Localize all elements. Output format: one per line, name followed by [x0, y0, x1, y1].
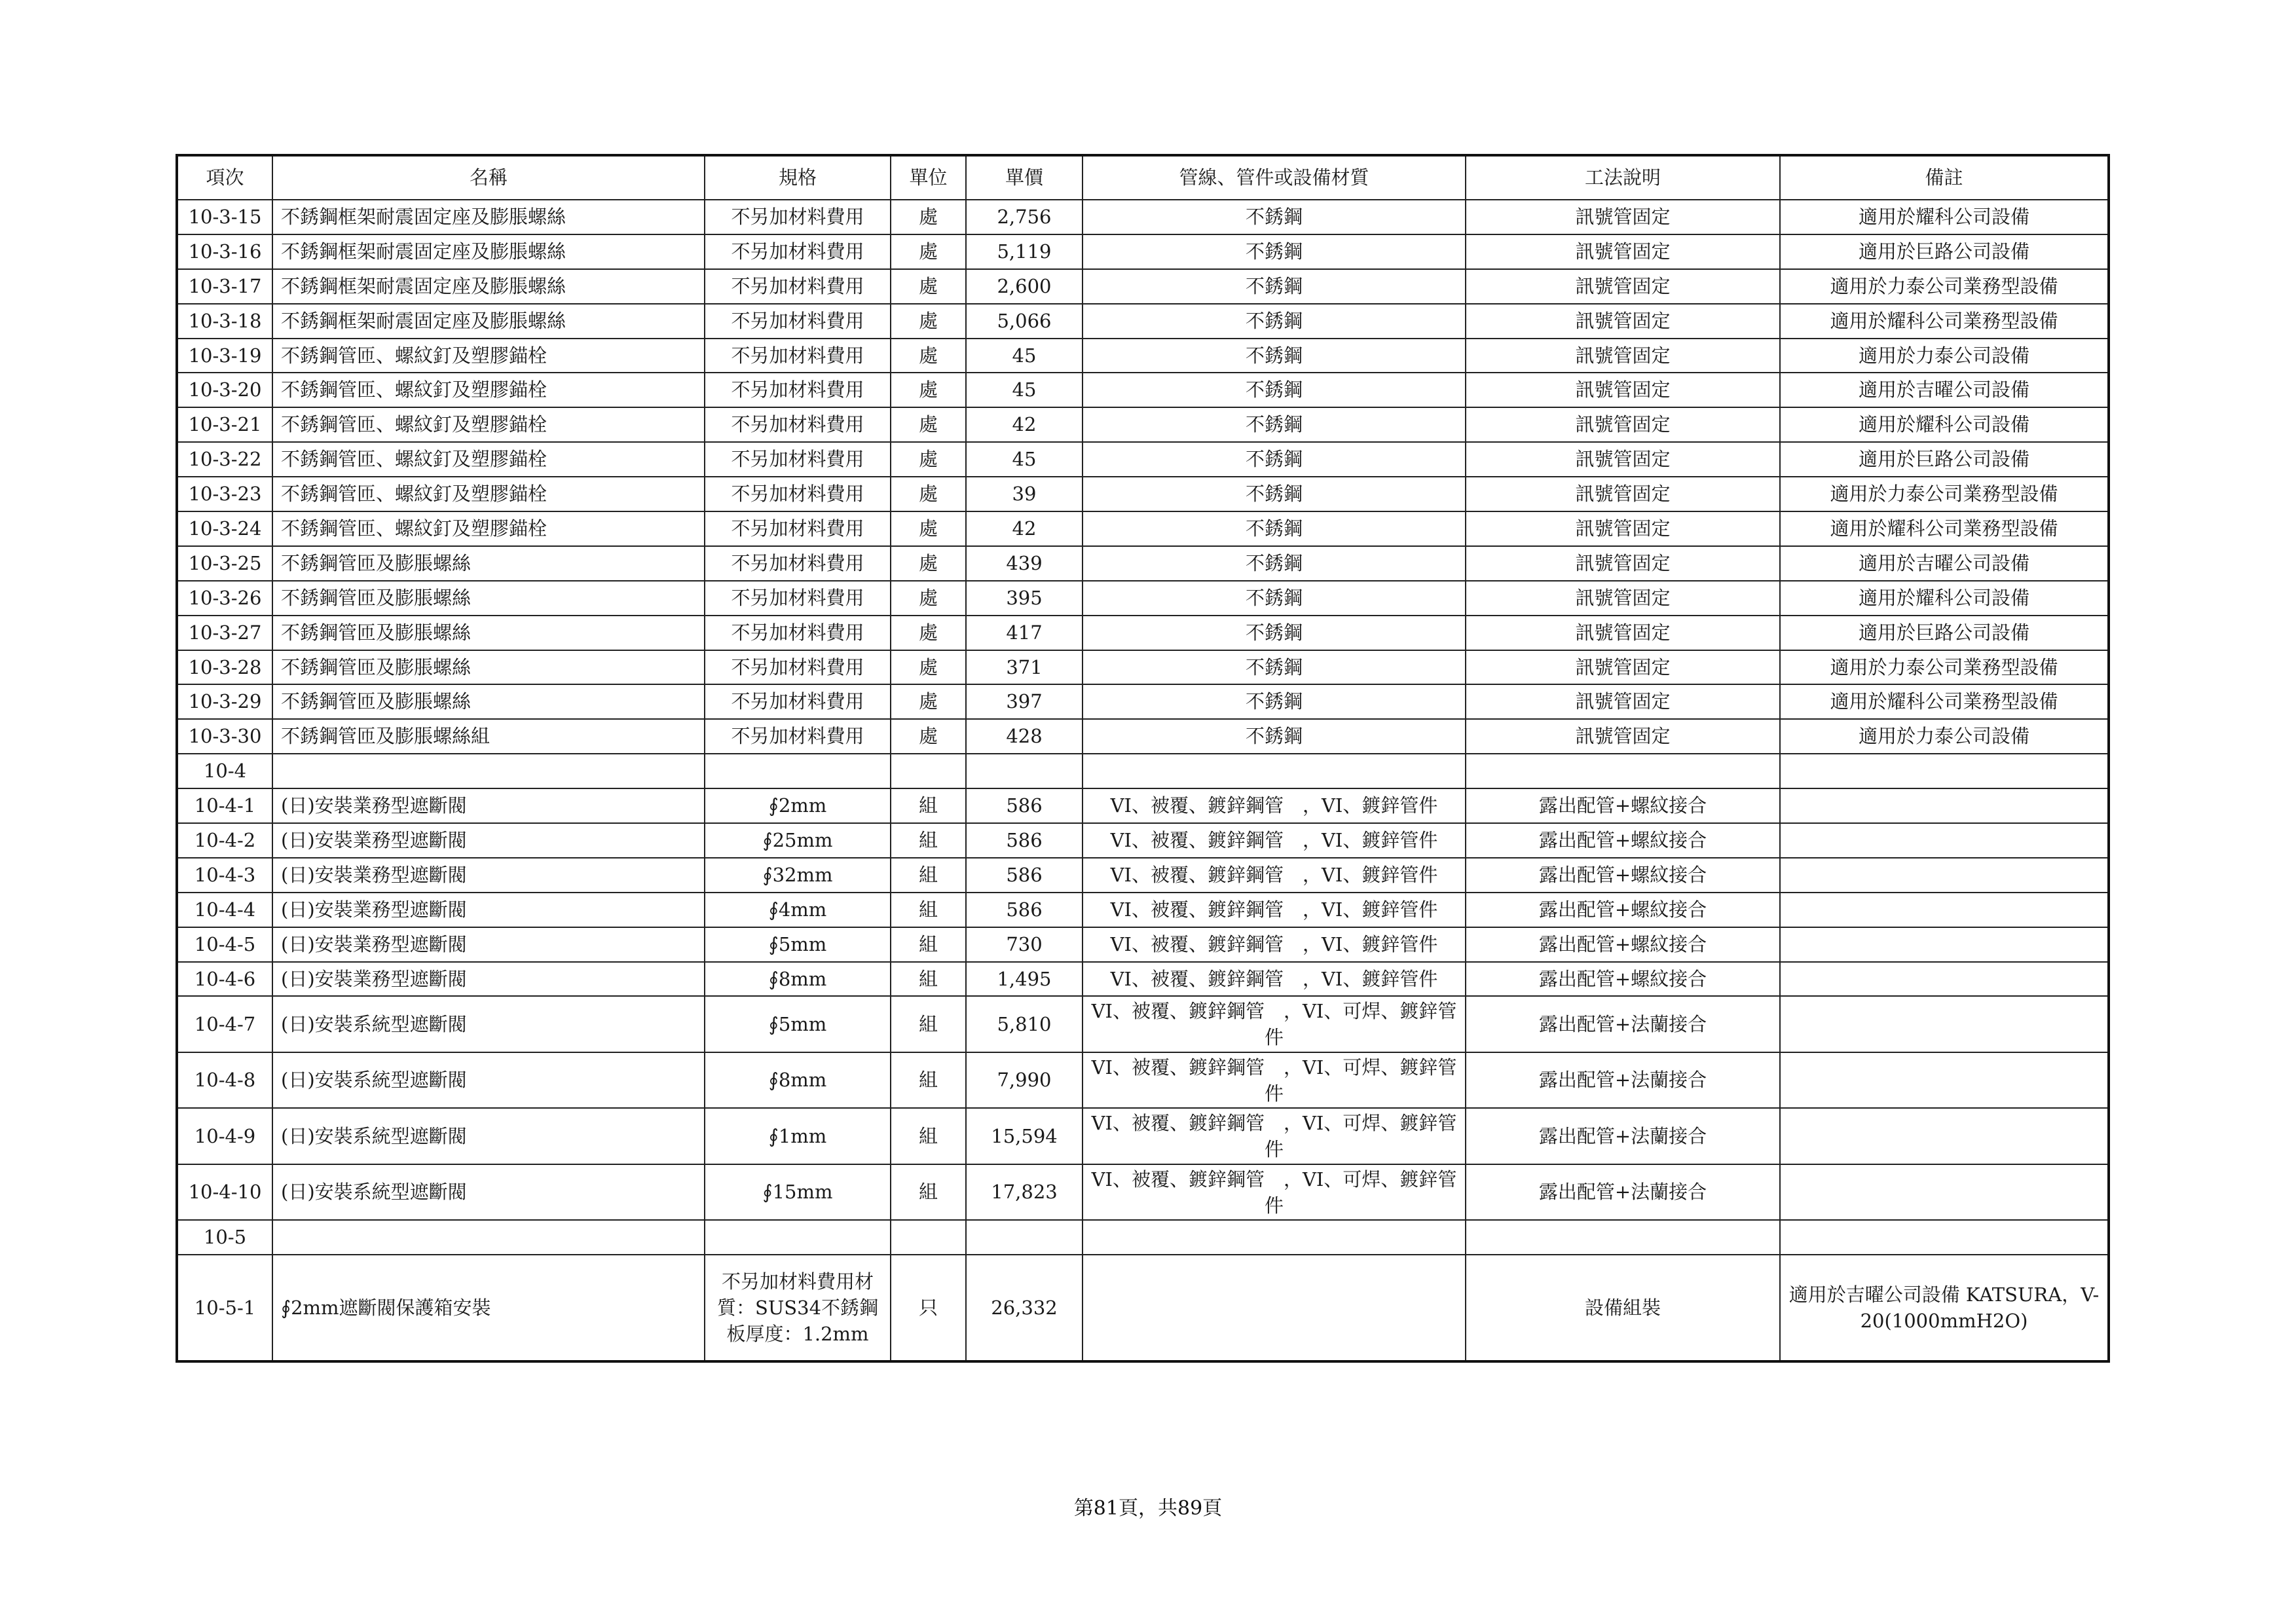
cell-unit-price: 371	[966, 650, 1083, 685]
cell-method: 露出配管+螺紋接合	[1466, 858, 1780, 893]
table-row	[177, 719, 2109, 754]
table-row	[177, 511, 2109, 546]
cell-unit: 組	[891, 788, 966, 823]
cell-item-no: 10-3-22	[177, 442, 272, 477]
cell-item-no: 10-3-28	[177, 650, 272, 685]
cell-item-no: 10-3-25	[177, 546, 272, 581]
cell-item-no: 10-4-10	[177, 1164, 272, 1221]
cell-unit: 組	[891, 1052, 966, 1109]
table-row	[177, 304, 2109, 339]
table-row	[177, 546, 2109, 581]
cell-name: (日)安裝業務型遮斷閥	[272, 927, 705, 962]
cell-spec: 不另加材料費用	[705, 546, 891, 581]
cell-unit: 處	[891, 407, 966, 442]
header-method: 工法說明	[1466, 155, 1780, 200]
table-header	[177, 155, 2109, 200]
cell-remarks: 適用於耀科公司設備	[1780, 407, 2109, 442]
cell-unit-price: 26,332	[966, 1255, 1083, 1361]
cell-item-no: 10-4-5	[177, 927, 272, 962]
header-spec: 規格	[705, 155, 891, 200]
cell-unit-price: 397	[966, 684, 1083, 719]
cell-material: 不銹鋼	[1083, 269, 1466, 304]
cell-unit-price: 730	[966, 927, 1083, 962]
cell-remarks	[1780, 1108, 2109, 1164]
cell-item-no: 10-3-16	[177, 234, 272, 269]
cell-spec: 不另加材料費用	[705, 269, 891, 304]
cell-unit: 組	[891, 823, 966, 858]
cell-material: VI、被覆、鍍鋅鋼管 ，VI、可焊、鍍鋅管件	[1083, 1052, 1466, 1109]
table-body	[177, 200, 2109, 1361]
cell-item-no: 10-4	[177, 754, 272, 788]
cell-method: 露出配管+螺紋接合	[1466, 893, 1780, 927]
cell-remarks: 適用於吉曜公司設備	[1780, 546, 2109, 581]
cell-material: 不銹鋼	[1083, 616, 1466, 650]
cell-item-no: 10-4-3	[177, 858, 272, 893]
cell-remarks: 適用於吉曜公司設備 KATSURA，V-20(1000mmH2O)	[1780, 1255, 2109, 1361]
cell-method: 訊號管固定	[1466, 407, 1780, 442]
cell-method: 訊號管固定	[1466, 511, 1780, 546]
cell-method: 訊號管固定	[1466, 200, 1780, 234]
cell-item-no: 10-4-1	[177, 788, 272, 823]
cell-method: 露出配管+法蘭接合	[1466, 996, 1780, 1052]
cell-unit-price: 439	[966, 546, 1083, 581]
cell-item-no: 10-5	[177, 1220, 272, 1255]
cell-name: 不銹鋼管匝及膨脹螺絲	[272, 581, 705, 616]
cell-unit-price: 5,810	[966, 996, 1083, 1052]
header-material: 管線、管件或設備材質	[1083, 155, 1466, 200]
cell-spec: 不另加材料費用	[705, 581, 891, 616]
cell-spec: 不另加材料費用	[705, 304, 891, 339]
cell-method	[1466, 1220, 1780, 1255]
cell-spec: ∮8mm	[705, 1052, 891, 1109]
cell-name: 不銹鋼管匝及膨脹螺絲	[272, 650, 705, 685]
cell-item-no: 10-3-18	[177, 304, 272, 339]
cell-remarks: 適用於力泰公司業務型設備	[1780, 650, 2109, 685]
cell-name: (日)安裝系統型遮斷閥	[272, 1164, 705, 1221]
cell-material: VI、被覆、鍍鋅鋼管 ，VI、鍍鋅管件	[1083, 962, 1466, 997]
cell-spec: 不另加材料費用	[705, 650, 891, 685]
table-row	[177, 339, 2109, 373]
cell-method: 訊號管固定	[1466, 373, 1780, 407]
cell-spec: 不另加材料費用	[705, 200, 891, 234]
cell-unit: 處	[891, 581, 966, 616]
cell-unit-price: 45	[966, 373, 1083, 407]
cell-method: 露出配管+法蘭接合	[1466, 1108, 1780, 1164]
cell-name: 不銹鋼管匝及膨脹螺絲	[272, 684, 705, 719]
cell-remarks	[1780, 1052, 2109, 1109]
cell-remarks: 適用於巨路公司設備	[1780, 616, 2109, 650]
table-row	[177, 927, 2109, 962]
cell-unit	[891, 1220, 966, 1255]
cell-name: (日)安裝業務型遮斷閥	[272, 858, 705, 893]
cell-name: (日)安裝業務型遮斷閥	[272, 962, 705, 997]
cell-remarks: 適用於耀科公司設備	[1780, 200, 2109, 234]
cell-unit: 組	[891, 858, 966, 893]
cell-material: 不銹鋼	[1083, 581, 1466, 616]
cell-method: 訊號管固定	[1466, 650, 1780, 685]
cell-unit: 組	[891, 927, 966, 962]
table-row	[177, 581, 2109, 616]
cell-unit: 組	[891, 996, 966, 1052]
cell-item-no: 10-3-26	[177, 581, 272, 616]
cell-name: 不銹鋼管匝、螺紋釘及塑膠錨栓	[272, 407, 705, 442]
cell-remarks: 適用於力泰公司設備	[1780, 719, 2109, 754]
cell-material: VI、被覆、鍍鋅鋼管 ，VI、鍍鋅管件	[1083, 893, 1466, 927]
cell-remarks: 適用於力泰公司業務型設備	[1780, 269, 2109, 304]
page-number: 第81頁，共89頁	[1073, 1497, 1223, 1520]
cell-unit-price: 1,495	[966, 962, 1083, 997]
cell-item-no: 10-3-24	[177, 511, 272, 546]
table-row	[177, 823, 2109, 858]
cell-name	[272, 1220, 705, 1255]
cell-item-no: 10-4-9	[177, 1108, 272, 1164]
cell-remarks: 適用於耀科公司業務型設備	[1780, 304, 2109, 339]
cell-spec: 不另加材料費用	[705, 719, 891, 754]
cell-unit: 處	[891, 650, 966, 685]
cell-unit-price: 586	[966, 788, 1083, 823]
cell-material: 不銹鋼	[1083, 339, 1466, 373]
cell-material: 不銹鋼	[1083, 684, 1466, 719]
cell-name: (日)安裝系統型遮斷閥	[272, 1052, 705, 1109]
cell-material: VI、被覆、鍍鋅鋼管 ，VI、鍍鋅管件	[1083, 858, 1466, 893]
cell-item-no: 10-3-17	[177, 269, 272, 304]
cell-name: (日)安裝業務型遮斷閥	[272, 788, 705, 823]
cell-material: 不銹鋼	[1083, 407, 1466, 442]
cell-unit-price: 15,594	[966, 1108, 1083, 1164]
cell-method: 露出配管+螺紋接合	[1466, 788, 1780, 823]
table-row	[177, 1052, 2109, 1109]
cell-unit-price: 5,066	[966, 304, 1083, 339]
cell-spec: 不另加材料費用	[705, 616, 891, 650]
cell-material: VI、被覆、鍍鋅鋼管 ，VI、鍍鋅管件	[1083, 927, 1466, 962]
cell-method: 露出配管+法蘭接合	[1466, 1164, 1780, 1221]
cell-spec	[705, 1220, 891, 1255]
table-row	[177, 1220, 2109, 1255]
cell-method: 露出配管+法蘭接合	[1466, 1052, 1780, 1109]
cell-remarks	[1780, 962, 2109, 997]
cell-item-no: 10-3-21	[177, 407, 272, 442]
cell-item-no: 10-4-4	[177, 893, 272, 927]
table-row	[177, 788, 2109, 823]
cell-item-no: 10-4-2	[177, 823, 272, 858]
cell-spec: 不另加材料費用	[705, 684, 891, 719]
cell-method: 訊號管固定	[1466, 477, 1780, 511]
cell-remarks: 適用於巨路公司設備	[1780, 234, 2109, 269]
cell-item-no: 10-4-8	[177, 1052, 272, 1109]
cell-spec: ∮15mm	[705, 1164, 891, 1221]
cell-remarks	[1780, 1220, 2109, 1255]
cell-method: 訊號管固定	[1466, 442, 1780, 477]
cell-unit-price: 428	[966, 719, 1083, 754]
cell-spec: ∮32mm	[705, 858, 891, 893]
cell-unit-price: 5,119	[966, 234, 1083, 269]
cell-unit: 處	[891, 477, 966, 511]
cell-item-no: 10-5-1	[177, 1255, 272, 1361]
cell-name: 不銹鋼管匝、螺紋釘及塑膠錨栓	[272, 373, 705, 407]
table-row	[177, 754, 2109, 788]
cell-remarks: 適用於力泰公司業務型設備	[1780, 477, 2109, 511]
cell-method: 露出配管+螺紋接合	[1466, 927, 1780, 962]
table-row	[177, 893, 2109, 927]
cell-material: 不銹鋼	[1083, 546, 1466, 581]
cell-spec: ∮25mm	[705, 823, 891, 858]
cell-unit: 處	[891, 684, 966, 719]
table-row	[177, 477, 2109, 511]
cell-unit: 處	[891, 339, 966, 373]
cell-material: 不銹鋼	[1083, 477, 1466, 511]
cell-material: 不銹鋼	[1083, 719, 1466, 754]
cell-unit-price: 417	[966, 616, 1083, 650]
table-row	[177, 858, 2109, 893]
table-row	[177, 962, 2109, 997]
cell-unit-price: 45	[966, 442, 1083, 477]
cell-spec: ∮5mm	[705, 927, 891, 962]
price-table	[176, 154, 2110, 1363]
table-row	[177, 442, 2109, 477]
cell-unit: 只	[891, 1255, 966, 1361]
cell-remarks	[1780, 788, 2109, 823]
cell-remarks	[1780, 1164, 2109, 1221]
cell-name: (日)安裝系統型遮斷閥	[272, 996, 705, 1052]
cell-item-no: 10-3-15	[177, 200, 272, 234]
cell-remarks	[1780, 823, 2109, 858]
cell-method: 訊號管固定	[1466, 684, 1780, 719]
cell-remarks	[1780, 927, 2109, 962]
cell-spec: ∮5mm	[705, 996, 891, 1052]
cell-method: 訊號管固定	[1466, 304, 1780, 339]
cell-unit: 組	[891, 1108, 966, 1164]
cell-unit: 處	[891, 442, 966, 477]
cell-unit: 處	[891, 511, 966, 546]
cell-spec: ∮8mm	[705, 962, 891, 997]
cell-method: 露出配管+螺紋接合	[1466, 962, 1780, 997]
cell-material	[1083, 1220, 1466, 1255]
cell-unit-price: 586	[966, 893, 1083, 927]
cell-remarks: 適用於耀科公司業務型設備	[1780, 684, 2109, 719]
cell-material: 不銹鋼	[1083, 200, 1466, 234]
cell-method: 訊號管固定	[1466, 581, 1780, 616]
header-name: 名稱	[272, 155, 705, 200]
cell-name: 不銹鋼管匝、螺紋釘及塑膠錨栓	[272, 339, 705, 373]
cell-unit-price	[966, 1220, 1083, 1255]
table-row	[177, 407, 2109, 442]
header-unit-price: 單價	[966, 155, 1083, 200]
cell-remarks	[1780, 893, 2109, 927]
cell-name: 不銹鋼管匝及膨脹螺絲	[272, 546, 705, 581]
cell-material: 不銹鋼	[1083, 442, 1466, 477]
table-row	[177, 1164, 2109, 1221]
cell-name: (日)安裝業務型遮斷閥	[272, 823, 705, 858]
cell-unit: 組	[891, 1164, 966, 1221]
cell-unit-price: 2,756	[966, 200, 1083, 234]
cell-method	[1466, 754, 1780, 788]
cell-material: 不銹鋼	[1083, 650, 1466, 685]
table-row	[177, 684, 2109, 719]
cell-name: (日)安裝業務型遮斷閥	[272, 893, 705, 927]
cell-material: 不銹鋼	[1083, 304, 1466, 339]
cell-unit: 處	[891, 546, 966, 581]
header-unit: 單位	[891, 155, 966, 200]
cell-unit-price: 586	[966, 858, 1083, 893]
cell-material: VI、被覆、鍍鋅鋼管 ，VI、鍍鋅管件	[1083, 823, 1466, 858]
header-remarks: 備註	[1780, 155, 2109, 200]
cell-name: ∮2mm遮斷閥保護箱安裝	[272, 1255, 705, 1361]
cell-method: 訊號管固定	[1466, 234, 1780, 269]
header-row	[177, 155, 2109, 200]
cell-spec: ∮4mm	[705, 893, 891, 927]
cell-name: 不銹鋼框架耐震固定座及膨脹螺絲	[272, 234, 705, 269]
cell-name	[272, 754, 705, 788]
table-row	[177, 1108, 2109, 1164]
cell-item-no: 10-3-20	[177, 373, 272, 407]
cell-unit: 處	[891, 304, 966, 339]
cell-name: 不銹鋼管匝及膨脹螺絲	[272, 616, 705, 650]
cell-material: 不銹鋼	[1083, 234, 1466, 269]
cell-item-no: 10-3-19	[177, 339, 272, 373]
cell-material: 不銹鋼	[1083, 373, 1466, 407]
table-row	[177, 1255, 2109, 1361]
cell-unit: 處	[891, 373, 966, 407]
cell-spec: ∮2mm	[705, 788, 891, 823]
cell-spec: 不另加材料費用	[705, 477, 891, 511]
cell-unit-price: 39	[966, 477, 1083, 511]
cell-spec: 不另加材料費用	[705, 373, 891, 407]
cell-unit: 組	[891, 893, 966, 927]
cell-remarks: 適用於力泰公司設備	[1780, 339, 2109, 373]
table-row	[177, 650, 2109, 685]
cell-name: 不銹鋼框架耐震固定座及膨脹螺絲	[272, 269, 705, 304]
cell-spec: ∮1mm	[705, 1108, 891, 1164]
table-row	[177, 200, 2109, 234]
cell-unit-price: 42	[966, 511, 1083, 546]
cell-unit: 處	[891, 200, 966, 234]
cell-unit: 組	[891, 962, 966, 997]
cell-remarks: 適用於巨路公司設備	[1780, 442, 2109, 477]
cell-spec: 不另加材料費用	[705, 442, 891, 477]
cell-name: 不銹鋼管匝、螺紋釘及塑膠錨栓	[272, 511, 705, 546]
cell-material	[1083, 754, 1466, 788]
table-row	[177, 234, 2109, 269]
header-item-no: 項次	[177, 155, 272, 200]
table-row	[177, 373, 2109, 407]
cell-item-no: 10-4-7	[177, 996, 272, 1052]
cell-unit: 處	[891, 269, 966, 304]
cell-method: 訊號管固定	[1466, 616, 1780, 650]
cell-item-no: 10-3-27	[177, 616, 272, 650]
cell-name: 不銹鋼框架耐震固定座及膨脹螺絲	[272, 304, 705, 339]
cell-unit	[891, 754, 966, 788]
cell-unit-price: 7,990	[966, 1052, 1083, 1109]
cell-unit-price: 586	[966, 823, 1083, 858]
cell-item-no: 10-3-23	[177, 477, 272, 511]
cell-name: 不銹鋼管匝、螺紋釘及塑膠錨栓	[272, 477, 705, 511]
cell-method: 訊號管固定	[1466, 546, 1780, 581]
cell-name: 不銹鋼框架耐震固定座及膨脹螺絲	[272, 200, 705, 234]
cell-spec: 不另加材料費用	[705, 339, 891, 373]
cell-remarks: 適用於耀科公司業務型設備	[1780, 511, 2109, 546]
cell-name: 不銹鋼管匝、螺紋釘及塑膠錨栓	[272, 442, 705, 477]
cell-item-no: 10-3-30	[177, 719, 272, 754]
cell-remarks	[1780, 754, 2109, 788]
cell-material	[1083, 1255, 1466, 1361]
cell-spec: 不另加材料費用材質：SUS34不銹鋼板厚度：1.2mm	[705, 1255, 891, 1361]
cell-spec: 不另加材料費用	[705, 234, 891, 269]
cell-method: 露出配管+螺紋接合	[1466, 823, 1780, 858]
cell-method: 訊號管固定	[1466, 719, 1780, 754]
cell-remarks: 適用於吉曜公司設備	[1780, 373, 2109, 407]
cell-material: VI、被覆、鍍鋅鋼管 ，VI、可焊、鍍鋅管件	[1083, 996, 1466, 1052]
cell-material: 不銹鋼	[1083, 511, 1466, 546]
table-row	[177, 996, 2109, 1052]
cell-method: 訊號管固定	[1466, 339, 1780, 373]
cell-unit: 處	[891, 719, 966, 754]
cell-unit: 處	[891, 234, 966, 269]
cell-material: VI、被覆、鍍鋅鋼管 ，VI、可焊、鍍鋅管件	[1083, 1108, 1466, 1164]
cell-remarks	[1780, 858, 2109, 893]
cell-unit-price: 45	[966, 339, 1083, 373]
cell-name: 不銹鋼管匝及膨脹螺絲組	[272, 719, 705, 754]
cell-unit-price: 395	[966, 581, 1083, 616]
table-row	[177, 269, 2109, 304]
cell-method: 設備組裝	[1466, 1255, 1780, 1361]
cell-unit-price: 2,600	[966, 269, 1083, 304]
cell-unit-price	[966, 754, 1083, 788]
cell-method: 訊號管固定	[1466, 269, 1780, 304]
cell-remarks: 適用於耀科公司設備	[1780, 581, 2109, 616]
cell-unit-price: 17,823	[966, 1164, 1083, 1221]
cell-name: (日)安裝系統型遮斷閥	[272, 1108, 705, 1164]
table-row	[177, 616, 2109, 650]
cell-unit: 處	[891, 616, 966, 650]
cell-item-no: 10-3-29	[177, 684, 272, 719]
cell-remarks	[1780, 996, 2109, 1052]
cell-material: VI、被覆、鍍鋅鋼管 ，VI、可焊、鍍鋅管件	[1083, 1164, 1466, 1221]
cell-item-no: 10-4-6	[177, 962, 272, 997]
cell-unit-price: 42	[966, 407, 1083, 442]
cell-spec: 不另加材料費用	[705, 407, 891, 442]
cell-spec	[705, 754, 891, 788]
cell-spec: 不另加材料費用	[705, 511, 891, 546]
cell-material: VI、被覆、鍍鋅鋼管 ，VI、鍍鋅管件	[1083, 788, 1466, 823]
